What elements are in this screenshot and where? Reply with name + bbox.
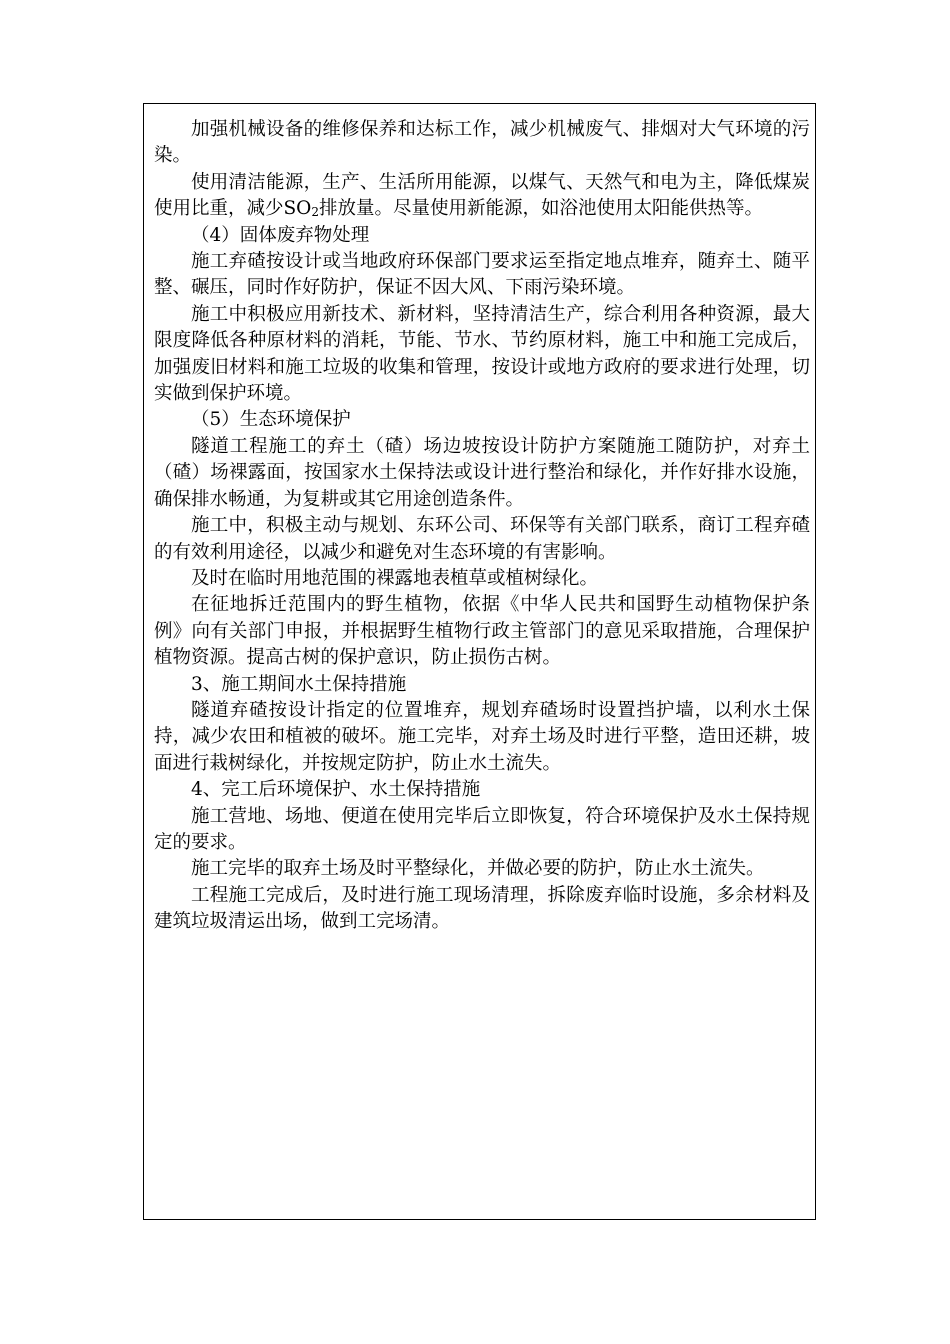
paragraph-site-restore: 施工营地、场地、便道在使用完毕后立即恢复，符合环境保护及水土保持规定的要求。 [154,805,810,853]
heading-post-completion: 4、完工后环境保护、水土保持措施 [191,779,481,801]
clean-energy-text-after: 排放量。尽量使用新能源，如浴池使用太阳能供热等。 [319,198,764,220]
paragraph-site-cleanup: 工程施工完成后，及时进行施工现场清理，拆除废弃临时设施，多余材料及建筑垃圾清运出场，做到工完场清。 [154,884,810,933]
paragraph-clean-production: 施工中积极应用新技术、新材料，坚持清洁生产，综合利用各种资源，最大限度降低各种原材料的消耗，节能、节水、节约原材料，施工中和施工完成后，加强废旧材料和施工垃圾的收集和管理，按设计或地方政府的要求进行处理，切实做到保护环境。 [154,303,810,405]
paragraph-waste-disposal: 施工弃碴按设计或当地政府环保部门要求运至指定地点堆弃，随弃土、随平整、碾压，同时作好防护，保证不因大风、下雨污染环境。 [154,251,810,299]
paragraph-borrow-pit: 施工完毕的取弃土场及时平整绿化，并做必要的防护，防止水土流失。 [191,858,765,880]
clean-energy-text-before: 使用清洁能源，生产、生活所用能源，以煤气、天然气和电为主，降低煤炭使用比重，减少SO [154,171,810,220]
paragraph-clean-energy [154,170,810,223]
document-body [154,117,810,936]
paragraph-coordination: 施工中，积极主动与规划、东环公司、环保等有关部门联系，商订工程弃碴的有效利用途径，以减少和避免对生态环境的有害影响。 [154,515,810,563]
paragraph-greening: 及时在临时用地范围的裸露地表植草或植树绿化。 [191,567,599,589]
heading-soil-conservation: 3、施工期间水土保持措施 [191,673,407,695]
paragraph-slope-protection: 隧道工程施工的弃土（碴）场边坡按设计防护方案随施工随防护，对弃土（碴）场裸露面，按国家水土保持法或设计进行整治和绿化，并作好排水设施，确保排水畅通，为复耕或其它用途创造条件。 [154,435,810,510]
so2-subscript: 2 [311,205,319,220]
paragraph-spoil-site: 隧道弃碴按设计指定的位置堆弃，规划弃碴场时设置挡护墙，以利水土保持，减少农田和植被的破坏。施工完毕，对弃土场及时进行平整，造田还耕，坡面进行栽树绿化，并按规定防护，防止水土流失。 [154,699,810,774]
paragraph-wild-plants: 在征地拆迁范围内的野生植物，依据《中华人民共和国野生动植物保护条例》向有关部门申报，并根据野生植物行政主管部门的意见采取措施，合理保护植物资源。提高古树的保护意识，防止损伤古树。 [154,594,810,669]
heading-solid-waste: （4）固体废弃物处理 [191,224,370,246]
heading-ecology: （5）生态环境保护 [191,409,351,431]
paragraph-machine-maintenance: 加强机械设备的维修保养和达标工作，减少机械废气、排烟对大气环境的污染。 [154,119,810,167]
